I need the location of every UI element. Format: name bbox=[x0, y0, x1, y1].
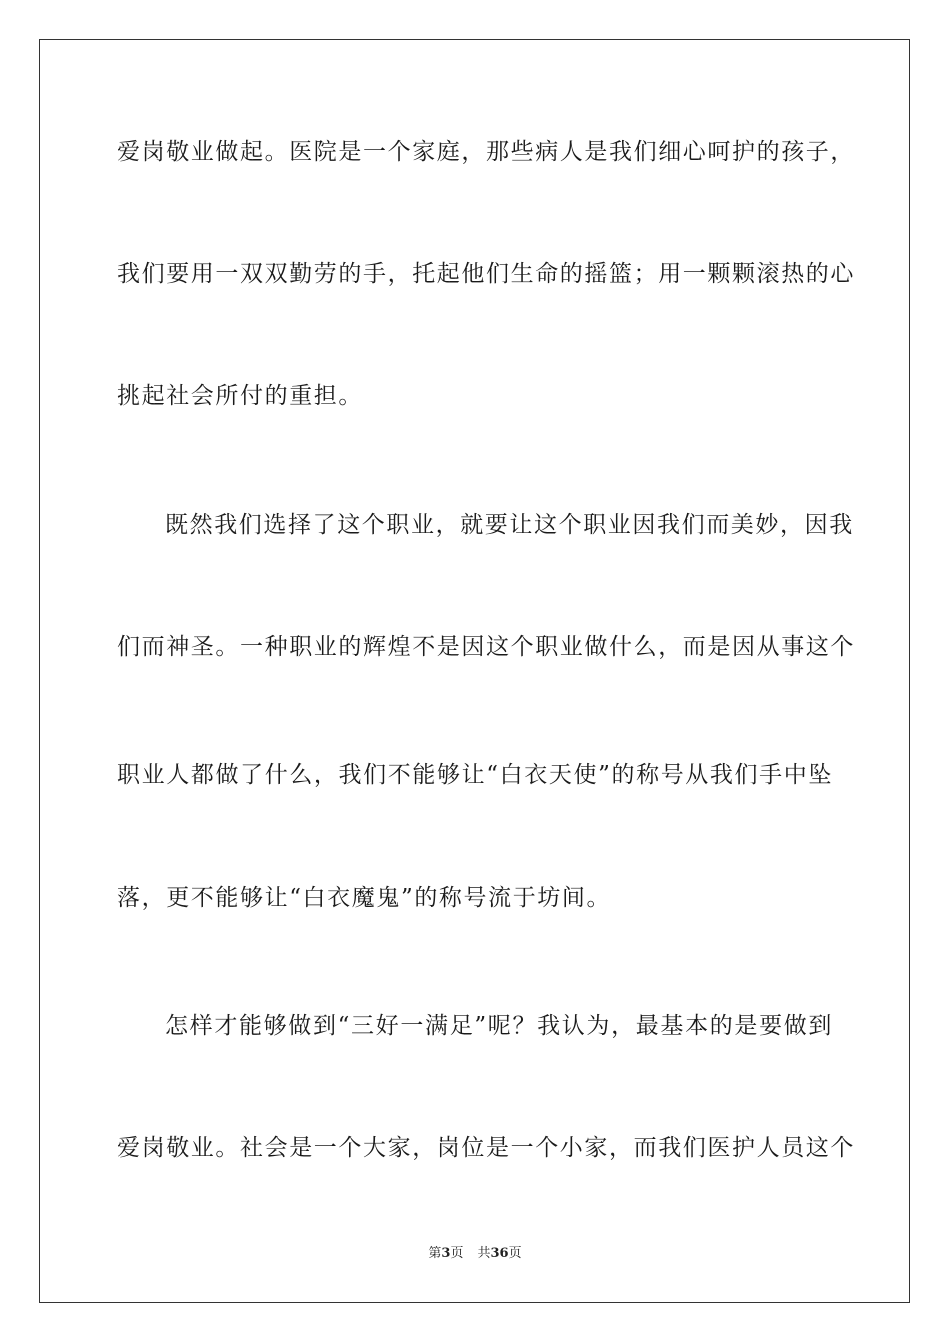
body-line-6: 职业人都做了什么，我们不能够让“白衣天使”的称号从我们手中坠 bbox=[117, 762, 833, 788]
body-line-8: 怎样才能够做到“三好一满足”呢？我认为，最基本的是要做到 bbox=[165, 1013, 833, 1039]
total-pages: 36 bbox=[490, 1246, 509, 1261]
body-line-9: 爱岗敬业。社会是一个大家，岗位是一个小家，而我们医护人员这个 bbox=[117, 1135, 855, 1161]
page-label-suffix: 页 bbox=[450, 1246, 464, 1261]
page-footer bbox=[0, 1245, 950, 1263]
page-label-prefix: 第 bbox=[428, 1246, 442, 1261]
page-number: 3 bbox=[441, 1246, 451, 1261]
body-line-5: 们而神圣。一种职业的辉煌不是因这个职业做什么，而是因从事这个 bbox=[117, 634, 855, 660]
total-label-suffix: 页 bbox=[508, 1246, 522, 1261]
total-label-prefix: 共 bbox=[477, 1246, 491, 1261]
body-line-7: 落，更不能够让“白衣魔鬼”的称号流于坊间。 bbox=[117, 885, 612, 911]
page-frame bbox=[39, 39, 910, 1303]
body-line-4: 既然我们选择了这个职业，就要让这个职业因我们而美妙，因我 bbox=[165, 512, 854, 538]
body-line-2: 我们要用一双双勤劳的手，托起他们生命的摇篮；用一颗颗滚热的心 bbox=[117, 261, 855, 287]
body-line-3: 挑起社会所付的重担。 bbox=[117, 383, 363, 409]
body-line-1: 爱岗敬业做起。医院是一个家庭，那些病人是我们细心呵护的孩子， bbox=[117, 139, 855, 165]
